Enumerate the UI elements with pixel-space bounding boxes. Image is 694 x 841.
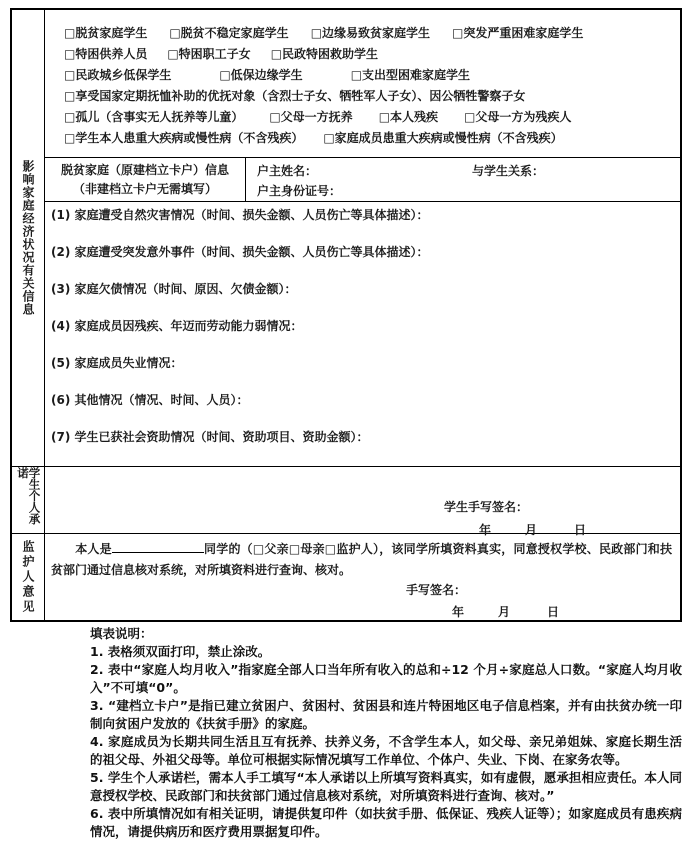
guardian-statement (45, 534, 680, 581)
guardian-opinion-cell (45, 534, 680, 620)
situation-item-field[interactable]: (1) 家庭遭受自然灾害情况（时间、损失金额、人员伤亡等具体描述）： (51, 208, 429, 222)
instruction-item: 2. 表中“家庭人均月收入”指家庭全部人口当年所有收入的总和÷12 个月÷家庭总人口数。“家庭人均月收入”不可填“0”。 (90, 662, 682, 695)
instructions-title: 填表说明： (90, 626, 153, 641)
student-pledge-cell[interactable] (45, 467, 680, 537)
checkbox-option[interactable]: □孤儿（含事实无人抚养等儿童） (64, 110, 244, 124)
instruction-item: 5. 学生个人承诺栏，需本人手工填写“本人承诺以上所填写资料真实，如有虚假，愿承担相应责任。本人同意授权学校、民政部门和扶贫部门通过信息核对系统，对所填资料进行查询、核对。” (90, 770, 682, 803)
checkbox-line (64, 128, 674, 149)
checkbox-line (64, 107, 674, 128)
checkbox-option[interactable]: □特困职工子女 (167, 47, 251, 61)
situation-item-field[interactable]: (5) 家庭成员失业情况： (51, 356, 183, 370)
checkbox-option[interactable]: □民政特困救助学生 (270, 47, 379, 61)
economic-info-sidebar-cell (12, 10, 45, 466)
householder-name-field[interactable]: 户主姓名： (257, 164, 318, 178)
date-part: 日 (547, 605, 560, 619)
student-signature-label: 学生手写签名： (444, 500, 529, 514)
poverty-household-title-line2: （非建档立卡户无需填写） (72, 182, 217, 196)
student-pledge-section-label: 学生个人承诺 (16, 467, 42, 525)
situation-item-field[interactable]: (7) 学生已获社会资助情况（时间、资助项目、资助金额）： (51, 430, 369, 444)
guardian-name-blank-field[interactable] (112, 540, 204, 553)
economic-info-section (12, 10, 680, 467)
guardian-signature-date-row (452, 603, 559, 620)
fill-in-instructions (90, 625, 682, 841)
checkbox-option[interactable]: □支出型困难家庭学生 (350, 68, 471, 82)
checkbox-option[interactable]: □享受国家定期抚恤补助的优抚对象（含烈士子女、牺牲军人子女）、因公牺牲警察子女 (64, 89, 526, 103)
checkbox-option[interactable]: □特困供养人员 (64, 47, 148, 61)
poverty-household-title-cell (45, 158, 246, 201)
instruction-item: 3. “建档立卡户”是指已建立贫困户、贫困村、贫困县和连片特困地区电子信息档案，并有由扶贫办统一印制向贫困户发放的《扶贫手册》的家庭。 (90, 698, 682, 731)
situation-item-field[interactable]: (3) 家庭欠债情况（时间、原因、欠债金额）： (51, 282, 297, 296)
checkbox-option[interactable]: □突发严重困难家庭学生 (452, 26, 584, 40)
instruction-item: 1. 表格须双面打印，禁止涂改。 (90, 644, 271, 659)
poverty-household-info-cell (246, 158, 680, 201)
checkbox-line (64, 65, 674, 86)
economic-info-main (45, 10, 680, 466)
checkbox-option[interactable]: □脱贫不稳定家庭学生 (169, 26, 289, 40)
date-part: 年 (479, 523, 492, 537)
guardian-statement-before-blank: 本人是 (75, 542, 112, 556)
poverty-household-row (45, 158, 680, 202)
situation-item-field[interactable]: (6) 其他情况（情况、时间、人员）： (51, 393, 249, 407)
guardian-opinion-section (12, 534, 680, 620)
checkbox-line (64, 86, 674, 107)
checkbox-line (64, 23, 674, 44)
guardian-statement-after-blank: 同学的（□父亲□母亲□监护人），该同学所填资料真实，同意授权学校、民政部门和扶贫部门通过信息核对系统，对所填资料进行查询、核对。 (51, 542, 672, 577)
instruction-item: 4. 家庭成员为长期共同生活且互有抚养、扶养义务，不含学生本人，如父母、亲兄弟姐妹、家庭长期生活的祖父母、外祖父母等。单位可根据实际情况填写工作单位、个体户、失业、下岗、在家务农等。 (90, 734, 682, 767)
poverty-household-title-line1: 脱贫家庭（原建档立卡户）信息 (60, 163, 229, 177)
checkbox-option[interactable]: □学生本人患重大疾病或慢性病（不含残疾） (64, 131, 304, 145)
situation-item-field[interactable]: (2) 家庭遭受突发意外事件（时间、损失金额、人员伤亡等具体描述）： (51, 245, 429, 259)
date-part: 年 (452, 605, 465, 619)
checkbox-option[interactable]: □父母一方为残疾人 (464, 110, 572, 124)
checkbox-option[interactable]: □父母一方抚养 (269, 110, 353, 124)
checkbox-option[interactable]: □家庭成员患重大疾病或慢性病（不含残疾） (323, 131, 563, 145)
economic-info-section-label: 影响家庭经济状况有关信息 (21, 160, 35, 316)
checkbox-option[interactable]: □脱贫家庭学生 (64, 26, 148, 40)
date-part: 月 (498, 605, 511, 619)
student-relation-field[interactable]: 与学生关系： (472, 164, 545, 178)
instruction-item: 6. 表中所填情况如有相关证明，请提供复印件（如扶贫手册、低保证、残疾人证等）；如家庭成员有患疾病情况，请提供病历和医疗费用票据复印件。 (90, 806, 682, 839)
date-part: 月 (525, 523, 538, 537)
family-economy-form-table (10, 8, 682, 622)
situation-items (45, 202, 680, 466)
checkbox-option[interactable]: □本人残疾 (378, 110, 439, 124)
checkbox-option[interactable]: □民政城乡低保学生 (64, 68, 172, 82)
situation-item-field[interactable]: (4) 家庭成员因残疾、年迈而劳动能力弱情况： (51, 319, 303, 333)
student-pledge-sidebar-cell (12, 467, 45, 533)
date-part: 日 (574, 523, 587, 537)
student-pledge-section (12, 467, 680, 537)
guardian-signature-label: 手写签名： (406, 583, 467, 597)
checkbox-line (64, 44, 674, 65)
instructions-list (90, 643, 682, 841)
checkbox-option[interactable]: □低保边缘学生 (219, 68, 303, 82)
checkbox-option[interactable]: □边缘易致贫家庭学生 (310, 26, 431, 40)
checkbox-section (45, 10, 680, 158)
householder-id-field[interactable]: 户主身份证号： (257, 184, 342, 198)
guardian-opinion-section-label: 监护人意见 (21, 539, 35, 615)
guardian-opinion-sidebar-cell (12, 534, 45, 620)
